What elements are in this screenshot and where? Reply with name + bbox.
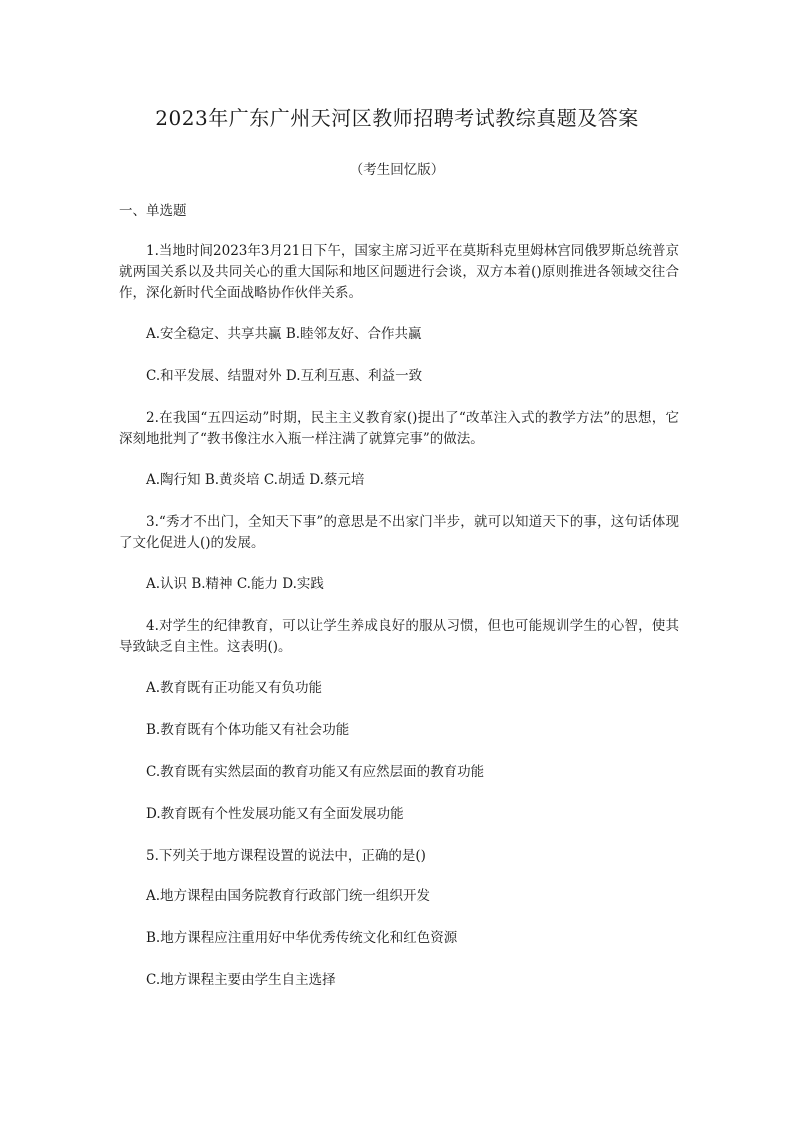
question-1-option-line-2: C.和平发展、结盟对外 D.互利互惠、利益一致 bbox=[146, 368, 423, 384]
question-2-options: A.陶行知 B.黄炎培 C.胡适 D.蔡元培 bbox=[146, 472, 365, 488]
question-1-stem: 1.当地时间2023年3月21日下午，国家主席习近平在莫斯科克里姆林宫同俄罗斯总统普京就两国关系以及共同关心的重大国际和地区问题进行会谈，双方本着()原则推进各领域交往合作，深化新时代全面战略协作伙伴关系。 bbox=[119, 243, 679, 301]
question-4-option-d: D.教育既有个性发展功能又有全面发展功能 bbox=[146, 806, 404, 822]
question-2-stem: 2.在我国“五四运动”时期，民主主义教育家()提出了“改革注入式的教学方法”的思想，它深刻地批判了“教书像注水入瓶一样注满了就算完事”的做法。 bbox=[119, 410, 679, 447]
question-4-stem: 4.对学生的纪律教育，可以让学生养成良好的服从习惯，但也可能规训学生的心智，使其导致缺乏自主性。这表明()。 bbox=[119, 618, 679, 655]
question-5-stem: 5.下列关于地方课程设置的说法中，正确的是() bbox=[146, 848, 426, 864]
question-5-option-b: B.地方课程应注重用好中华优秀传统文化和红色资源 bbox=[146, 930, 458, 946]
question-5-option-a: A.地方课程由国务院教育行政部门统一组织开发 bbox=[146, 888, 431, 904]
question-4-option-c: C.教育既有实然层面的教育功能又有应然层面的教育功能 bbox=[146, 764, 485, 780]
page-title: 2023年广东广州天河区教师招聘考试教综真题及答案 bbox=[155, 106, 639, 130]
question-5-option-c: C.地方课程主要由学生自主选择 bbox=[146, 972, 336, 988]
section-heading: 一、单选题 bbox=[119, 203, 187, 219]
question-4-option-a: A.教育既有正功能又有负功能 bbox=[146, 680, 323, 696]
page-subtitle: （考生回忆版） bbox=[349, 162, 445, 178]
question-1-option-line-1: A.安全稳定、共享共赢 B.睦邻友好、合作共赢 bbox=[146, 326, 422, 342]
question-3-options: A.认识 B.精神 C.能力 D.实践 bbox=[146, 576, 324, 592]
question-4-option-b: B.教育既有个体功能又有社会功能 bbox=[146, 722, 350, 738]
question-3-stem: 3.“秀才不出门，全知天下事”的意思是不出家门半步，就可以知道天下的事，这句话体现了文化促进人()的发展。 bbox=[119, 514, 679, 551]
